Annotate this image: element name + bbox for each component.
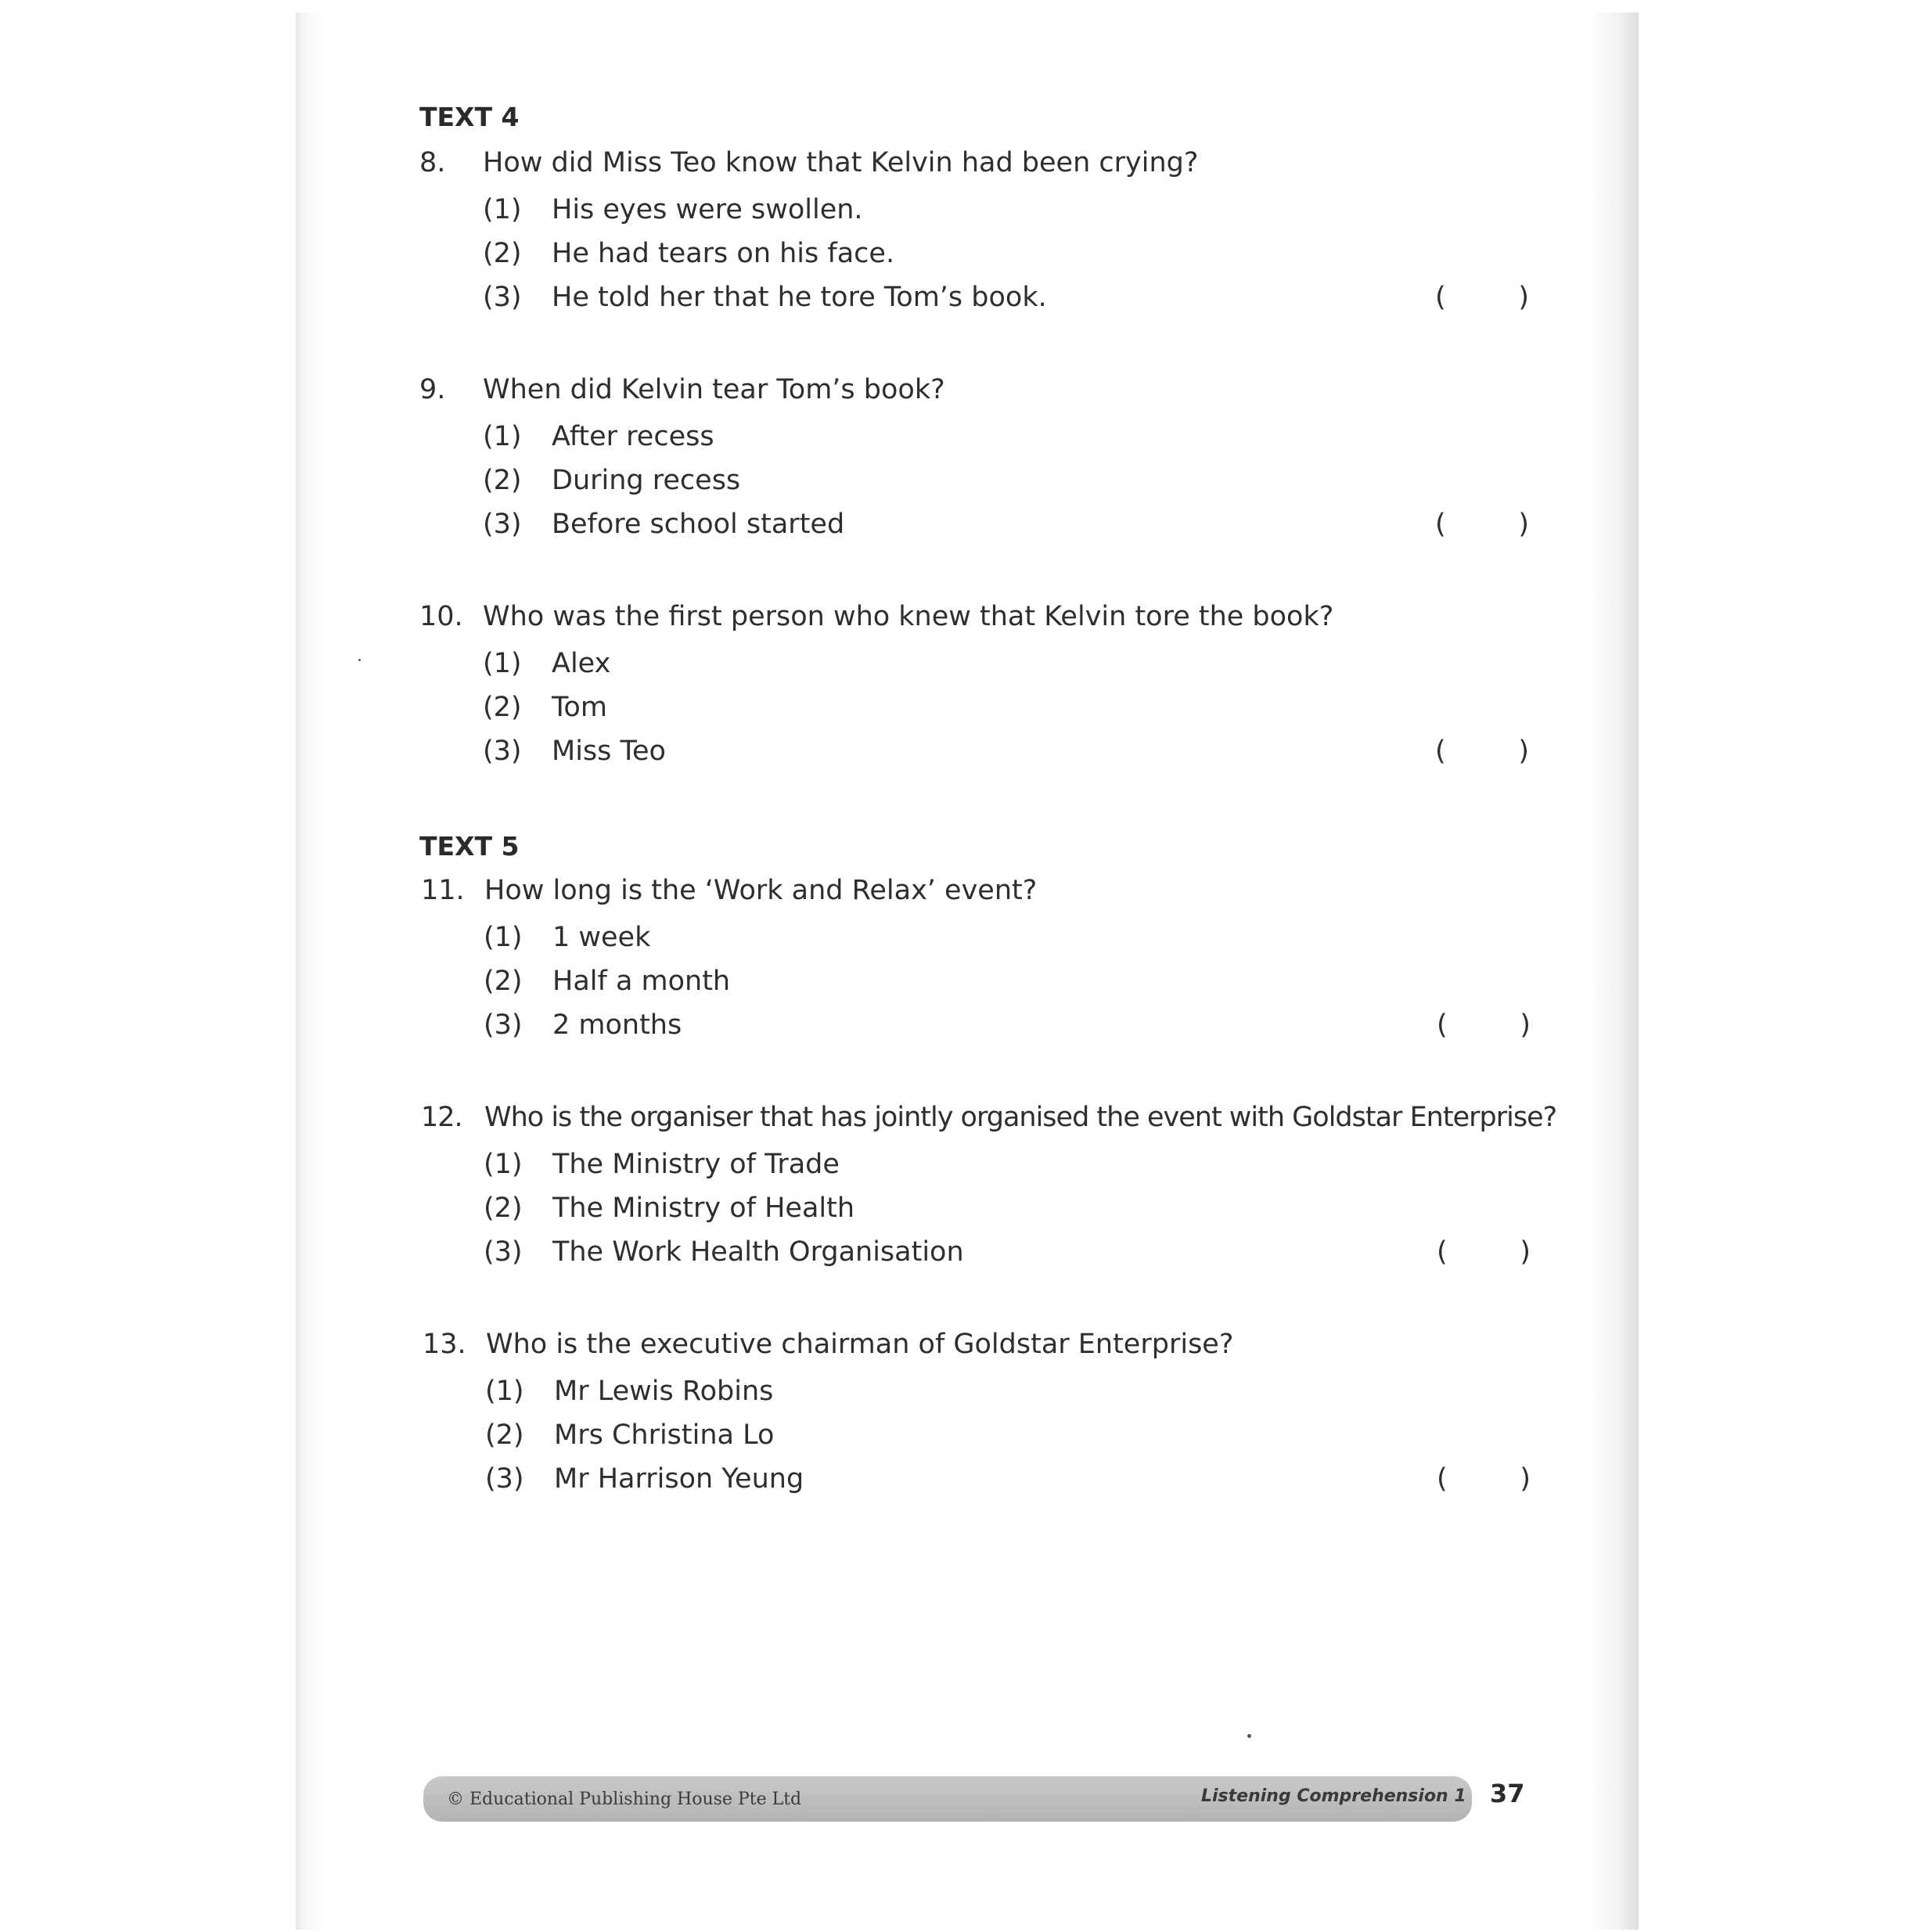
option-text: After recess [552, 421, 714, 452]
question-12-answer-box[interactable] [1437, 1236, 1531, 1271]
option-label: (3) [483, 736, 522, 767]
option-text: Mrs Christina Lo [554, 1419, 775, 1451]
footer-copyright: © Educational Publishing House Pte Ltd [447, 1790, 802, 1809]
option-text: The Ministry of Trade [552, 1149, 840, 1180]
question-text: How did Miss Teo know that Kelvin had been crying? [483, 147, 1199, 178]
question-text: Who was the first person who knew that Kelvin tore the book? [483, 601, 1334, 632]
option-label: (1) [483, 421, 522, 452]
option-label: (1) [484, 922, 523, 953]
answer-bracket-close: ) [1520, 1009, 1531, 1041]
option-text: He told her that he tore Tom’s book. [552, 282, 1047, 313]
option-text: 1 week [552, 922, 651, 953]
question-text: Who is the organiser that has jointly organised the event with Goldstar Enterprise? [484, 1102, 1557, 1133]
option-text: Tom [552, 692, 607, 723]
option-label: (2) [483, 692, 522, 723]
option-text: 2 months [552, 1009, 682, 1041]
footer-book-title: Listening Comprehension 1 [1201, 1786, 1466, 1806]
question-10-answer-box[interactable] [1435, 736, 1529, 770]
option-label: (2) [485, 1419, 524, 1451]
answer-bracket-close: ) [1520, 1463, 1531, 1495]
option-text: Half a month [552, 966, 731, 997]
page-number: 37 [1490, 1779, 1525, 1808]
option-label: (3) [484, 1236, 523, 1268]
question-number: 12. [421, 1102, 462, 1133]
option-label: (3) [483, 509, 522, 540]
option-text: The Ministry of Health [552, 1193, 855, 1224]
question-11-answer-box[interactable] [1437, 1009, 1531, 1044]
option-label: (2) [484, 966, 523, 997]
option-label: (1) [483, 648, 522, 679]
answer-bracket-close: ) [1518, 282, 1529, 313]
scan-speck [358, 659, 361, 661]
answer-bracket-open: ( [1437, 1236, 1448, 1268]
question-number: 8. [419, 147, 446, 178]
option-label: (1) [483, 194, 522, 225]
answer-bracket-open: ( [1435, 509, 1446, 540]
question-13-answer-box[interactable] [1437, 1463, 1531, 1498]
option-text: The Work Health Organisation [552, 1236, 964, 1268]
answer-bracket-open: ( [1437, 1009, 1448, 1041]
question-number: 13. [423, 1329, 466, 1360]
option-label: (2) [483, 238, 522, 269]
option-label: (2) [484, 1193, 523, 1224]
option-text: He had tears on his face. [552, 238, 895, 269]
question-text: When did Kelvin tear Tom’s book? [483, 374, 945, 405]
option-text: Mr Harrison Yeung [554, 1463, 804, 1495]
option-text: His eyes were swollen. [552, 194, 863, 225]
answer-bracket-open: ( [1437, 1463, 1448, 1495]
answer-bracket-open: ( [1435, 282, 1446, 313]
option-text: During recess [552, 465, 741, 496]
option-text: Alex [552, 648, 611, 679]
question-text: Who is the executive chairman of Goldstar Enterprise? [486, 1329, 1234, 1360]
option-label: (3) [484, 1009, 523, 1041]
option-label: (1) [485, 1376, 524, 1407]
answer-bracket-close: ) [1520, 1236, 1531, 1268]
answer-bracket-close: ) [1518, 509, 1529, 540]
option-label: (3) [485, 1463, 524, 1495]
section-title-text-5: TEXT 5 [419, 831, 520, 862]
option-text: Miss Teo [552, 736, 666, 767]
option-text: Before school started [552, 509, 845, 540]
option-text: Mr Lewis Robins [554, 1376, 774, 1407]
section-title-text-4: TEXT 4 [419, 102, 520, 132]
question-number: 10. [419, 601, 463, 632]
question-8-answer-box[interactable] [1435, 282, 1529, 316]
answer-bracket-close: ) [1518, 736, 1529, 767]
scan-speck [1247, 1734, 1251, 1738]
option-label: (1) [484, 1149, 523, 1180]
option-label: (2) [483, 465, 522, 496]
question-number: 9. [419, 374, 446, 405]
question-9-answer-box[interactable] [1435, 509, 1529, 543]
question-text: How long is the ‘Work and Relax’ event? [484, 875, 1038, 906]
option-label: (3) [483, 282, 522, 313]
question-number: 11. [421, 875, 465, 906]
answer-bracket-open: ( [1435, 736, 1446, 767]
